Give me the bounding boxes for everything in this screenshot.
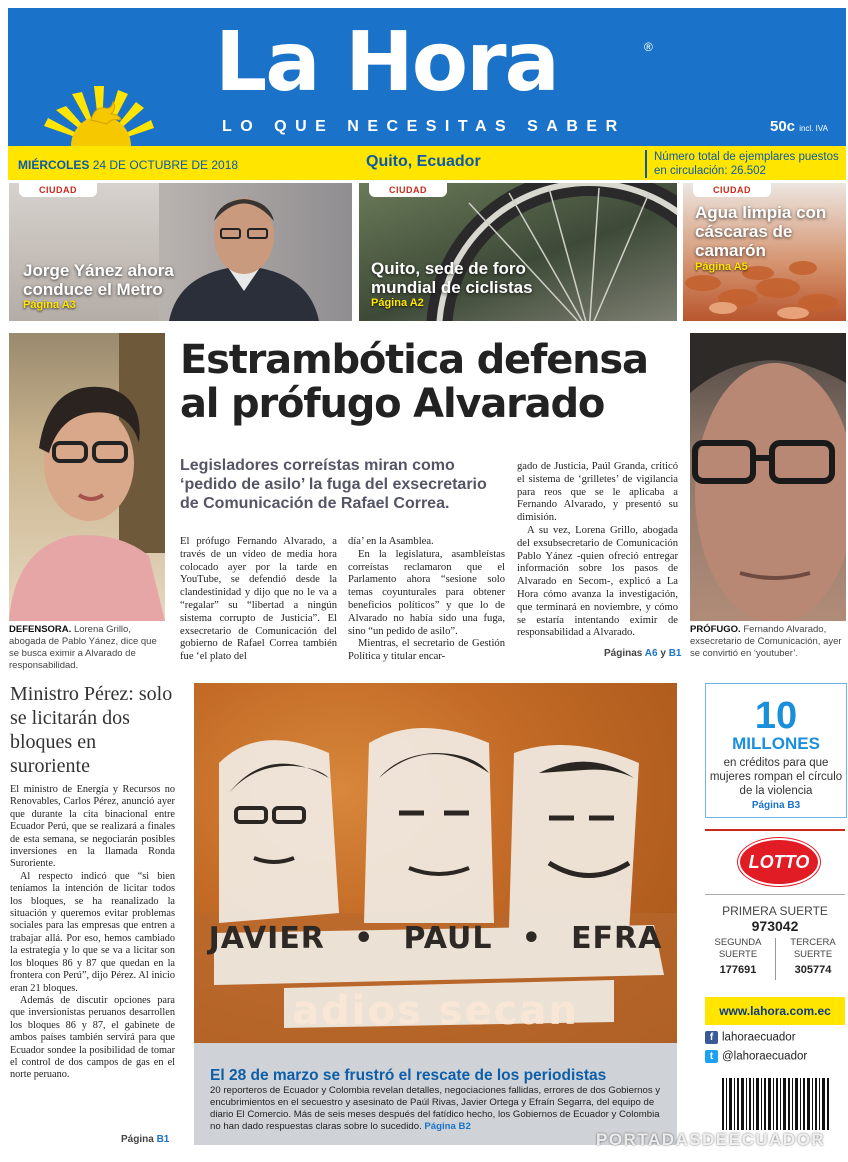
paragraph: En la legislatura, asambleístas correístas reclamaron que el Parlamento ahora “sesione solo temas coyunturales para obtener beneficios políticos” y que lo de Alvarado no había sido una fuga, sino “un pedido de asilo”. bbox=[348, 548, 505, 637]
lead-headline[interactable]: Estrambótica defensa al prófugo Alvarado bbox=[180, 337, 648, 427]
teaser-headline[interactable]: Jorge Yánez ahora conduce el Metro bbox=[23, 261, 174, 299]
fernando-alvarado-photo bbox=[690, 333, 846, 621]
city: Quito, Ecuador bbox=[366, 153, 481, 170]
feature-stencil-photo[interactable] bbox=[194, 683, 677, 1043]
page-a6[interactable]: A6 bbox=[644, 648, 658, 659]
teaser-agua-limpia[interactable] bbox=[683, 183, 846, 321]
left-story-headline[interactable]: Ministro Pérez: solo se licitarán dos bloques en suroriente bbox=[10, 683, 173, 777]
section-tag: CIUDAD bbox=[693, 183, 771, 197]
facebook-handle: lahoraecuador bbox=[722, 1031, 796, 1044]
tercera-label: TERCERA SUERTE bbox=[790, 937, 836, 960]
stencil-name-paul: PAUL bbox=[403, 921, 493, 956]
feature-body: 20 reporteros de Ecuador y Colombia revelan detalles, negociaciones fallidas, errores de dos Gobiernos y encubrimientos en el secuestro y asesinato de Paúl Rivas, Javier Ortega y Efraín Segarra, del equipo de diario El Comercio. Más de seis meses después del fatídico hecho, los Gobiernos de Ecuador y Colombia no han dado respuestas claras sobre lo sucedido. bbox=[210, 1085, 661, 1132]
divider bbox=[705, 829, 845, 831]
ad-page-ref[interactable]: Página B3 bbox=[751, 800, 801, 811]
stencil-dot: • bbox=[354, 921, 375, 956]
twitter-link[interactable] bbox=[705, 1050, 807, 1063]
primera-number: 973042 bbox=[751, 918, 799, 934]
lead-page-ref[interactable] bbox=[604, 648, 682, 659]
primera-label: PRIMERA SUERTE bbox=[722, 904, 828, 918]
caption-label: PRÓFUGO. bbox=[690, 624, 741, 635]
website-link[interactable]: www.lahora.com.ec bbox=[705, 997, 845, 1025]
segunda-number: 177691 bbox=[719, 964, 757, 976]
ad-unit: MILLONES bbox=[732, 734, 820, 753]
section-tag: CIUDAD bbox=[19, 183, 97, 197]
left-story-page-ref[interactable] bbox=[121, 1134, 169, 1145]
stencil-names bbox=[194, 921, 677, 956]
registered-mark: ® bbox=[644, 40, 653, 54]
sun-rooster-logo-icon bbox=[36, 80, 166, 146]
lotto-logo: LOTTO bbox=[738, 838, 820, 886]
teaser-quito-ciclistas[interactable] bbox=[359, 183, 677, 321]
teaser-headline[interactable]: Agua limpia con cáscaras de camarón bbox=[695, 203, 827, 260]
teaser-page[interactable]: Página A5 bbox=[695, 261, 748, 273]
paragraph: El prófugo Fernando Alvarado, a través de un video de media hora colocado ayer por la tarde en YouTube, se defendió desde la clandestinidad y dijo que no le va a “regalar” su “libertad a ningún sistema corrupto de Justicia”. El exsecretario de Comunicación del gobierno de Rafael Correa también fue ‘el plato del bbox=[180, 536, 337, 663]
twitter-handle: @lahoraecuador bbox=[722, 1050, 808, 1063]
paragraph: gado de Justicia, Paúl Granda, criticó el sistema de ‘grilletes’ de vigilancia para reos que se le aplicaba a Fernando Alvarado, y presentó su dimisión. bbox=[517, 461, 678, 524]
lorena-grillo-photo bbox=[9, 333, 165, 621]
woman-portrait bbox=[9, 333, 165, 621]
stencil-name-efra: EFRA bbox=[571, 921, 663, 956]
facebook-link[interactable] bbox=[705, 1031, 796, 1044]
paragraph: Al respecto indicó que “si bien teníamos la intención de licitar todos los bloques, se ha reanalizado la situación y queremos evitar problemas sociales para las empresas que entren a trabajar allá. Por eso, hemos cambiado la estrategia y lo que se va a licitar son los bloques 86 y 87 que quedan en la frontera con Perú”, dijo Pérez. Al inicio eran 21 bloques. bbox=[10, 870, 175, 994]
caption-text: Lorena Grillo, abogada de Pablo Yánez, dice que se busca eximir a Alvarado de responsabilidad. bbox=[9, 624, 157, 671]
tagline: LO QUE NECESITAS SABER bbox=[222, 118, 626, 135]
lead-column-3 bbox=[517, 461, 678, 640]
lead-deck: Legisladores correístas miran como ‘pedido de asilo’ la fuga del exsecretario de Comunicación de Rafael Correa. bbox=[180, 457, 487, 512]
divider bbox=[775, 938, 776, 980]
stencil-name-javier: JAVIER bbox=[208, 921, 325, 956]
pages-and: y bbox=[660, 648, 666, 659]
watermark: PORTADASDEECUADOR bbox=[596, 1130, 826, 1149]
stencil-dot: • bbox=[521, 921, 542, 956]
left-story-body bbox=[10, 784, 175, 1082]
feature-page-ref[interactable]: Página B2 bbox=[424, 1121, 471, 1132]
lead-column-2 bbox=[348, 536, 505, 664]
price bbox=[770, 118, 828, 135]
price-note: incl. IVA bbox=[799, 124, 828, 133]
section-tag: CIUDAD bbox=[369, 183, 447, 197]
caption-text: Fernando Alvarado, exsecretario de Comunicación, ayer se convirtió en ‘youtuber’. bbox=[690, 624, 842, 659]
photo-caption-right bbox=[690, 624, 846, 660]
teaser-headline[interactable]: Quito, sede de foro mundial de ciclistas bbox=[371, 259, 533, 297]
teaser-page[interactable]: Página A3 bbox=[23, 299, 76, 311]
barcode-icon bbox=[722, 1078, 830, 1130]
paragraph: día’ en la Asamblea. bbox=[348, 536, 434, 547]
paragraph: El ministro de Energía y Recursos no Renovables, Carlos Pérez, anunció ayer que durante la cita binacional entre Ecuador Perú, que se realizará a finales de esta semana, se negociarán posibles inversiones en la llamada Ronda Suroriente. bbox=[10, 784, 175, 870]
man-portrait bbox=[690, 333, 846, 621]
paragraph: Mientras, el secretario de Gestión Política y titular encar- bbox=[348, 638, 505, 663]
feature-headline[interactable]: El 28 de marzo se frustró el rescate de los periodistas bbox=[210, 1067, 607, 1084]
stencil-bottom-text: adios secan bbox=[292, 988, 579, 1034]
la-hora-logo[interactable]: La Hora bbox=[215, 15, 558, 110]
ad-number: 10 bbox=[754, 695, 798, 737]
circulation-count: Número total de ejemplares puestos en circulación: 26.502 bbox=[654, 151, 839, 177]
tercera-number: 305774 bbox=[794, 964, 832, 976]
teaser-jorge-yanez[interactable] bbox=[9, 183, 352, 321]
weekday: MIÉRCOLES bbox=[18, 158, 90, 172]
facebook-icon: f bbox=[705, 1031, 718, 1044]
twitter-icon: t bbox=[705, 1050, 718, 1063]
segunda-label: SEGUNDA SUERTE bbox=[714, 937, 762, 960]
caption-label: DEFENSORA. bbox=[9, 624, 72, 635]
page-label: Página bbox=[121, 1134, 154, 1145]
teaser-page[interactable]: Página A2 bbox=[371, 297, 424, 309]
issue-date bbox=[18, 158, 238, 172]
divider bbox=[645, 150, 647, 178]
jorge-yanez-photo bbox=[159, 191, 329, 321]
date-text: 24 DE OCTUBRE DE 2018 bbox=[92, 158, 239, 172]
page-b1[interactable]: B1 bbox=[668, 648, 682, 659]
photo-caption-left bbox=[9, 624, 169, 672]
paragraph: Además de discutir opciones para que inversionistas peruanos desarrollen los bloques 86 y 87, el gabinete de ambos países también servirá para que Ecuador sondee la posibilidad de tomar el control de dos campos de gas en el norte peruano. bbox=[10, 994, 175, 1081]
ad-text: en créditos para que mujeres rompan el círculo de la violencia bbox=[709, 757, 843, 797]
pages-label: Páginas bbox=[604, 648, 643, 659]
paragraph: A su vez, Lorena Grillo, abogada del exsubsecretario de Comunicación Pablo Yánez -quien ofreció entregar información sobre los pasos de Alvarado en Secom-, explicó a La Hora cómo avanza la investigación, que terminará en noviembre, y cómo se estaría intentando eximir de responsabilidad a Alvarado. bbox=[517, 524, 678, 639]
price-value: 50c bbox=[770, 118, 796, 135]
lead-column-1 bbox=[180, 536, 337, 664]
page-b1[interactable]: B1 bbox=[156, 1134, 170, 1145]
feature-text bbox=[210, 1085, 665, 1133]
